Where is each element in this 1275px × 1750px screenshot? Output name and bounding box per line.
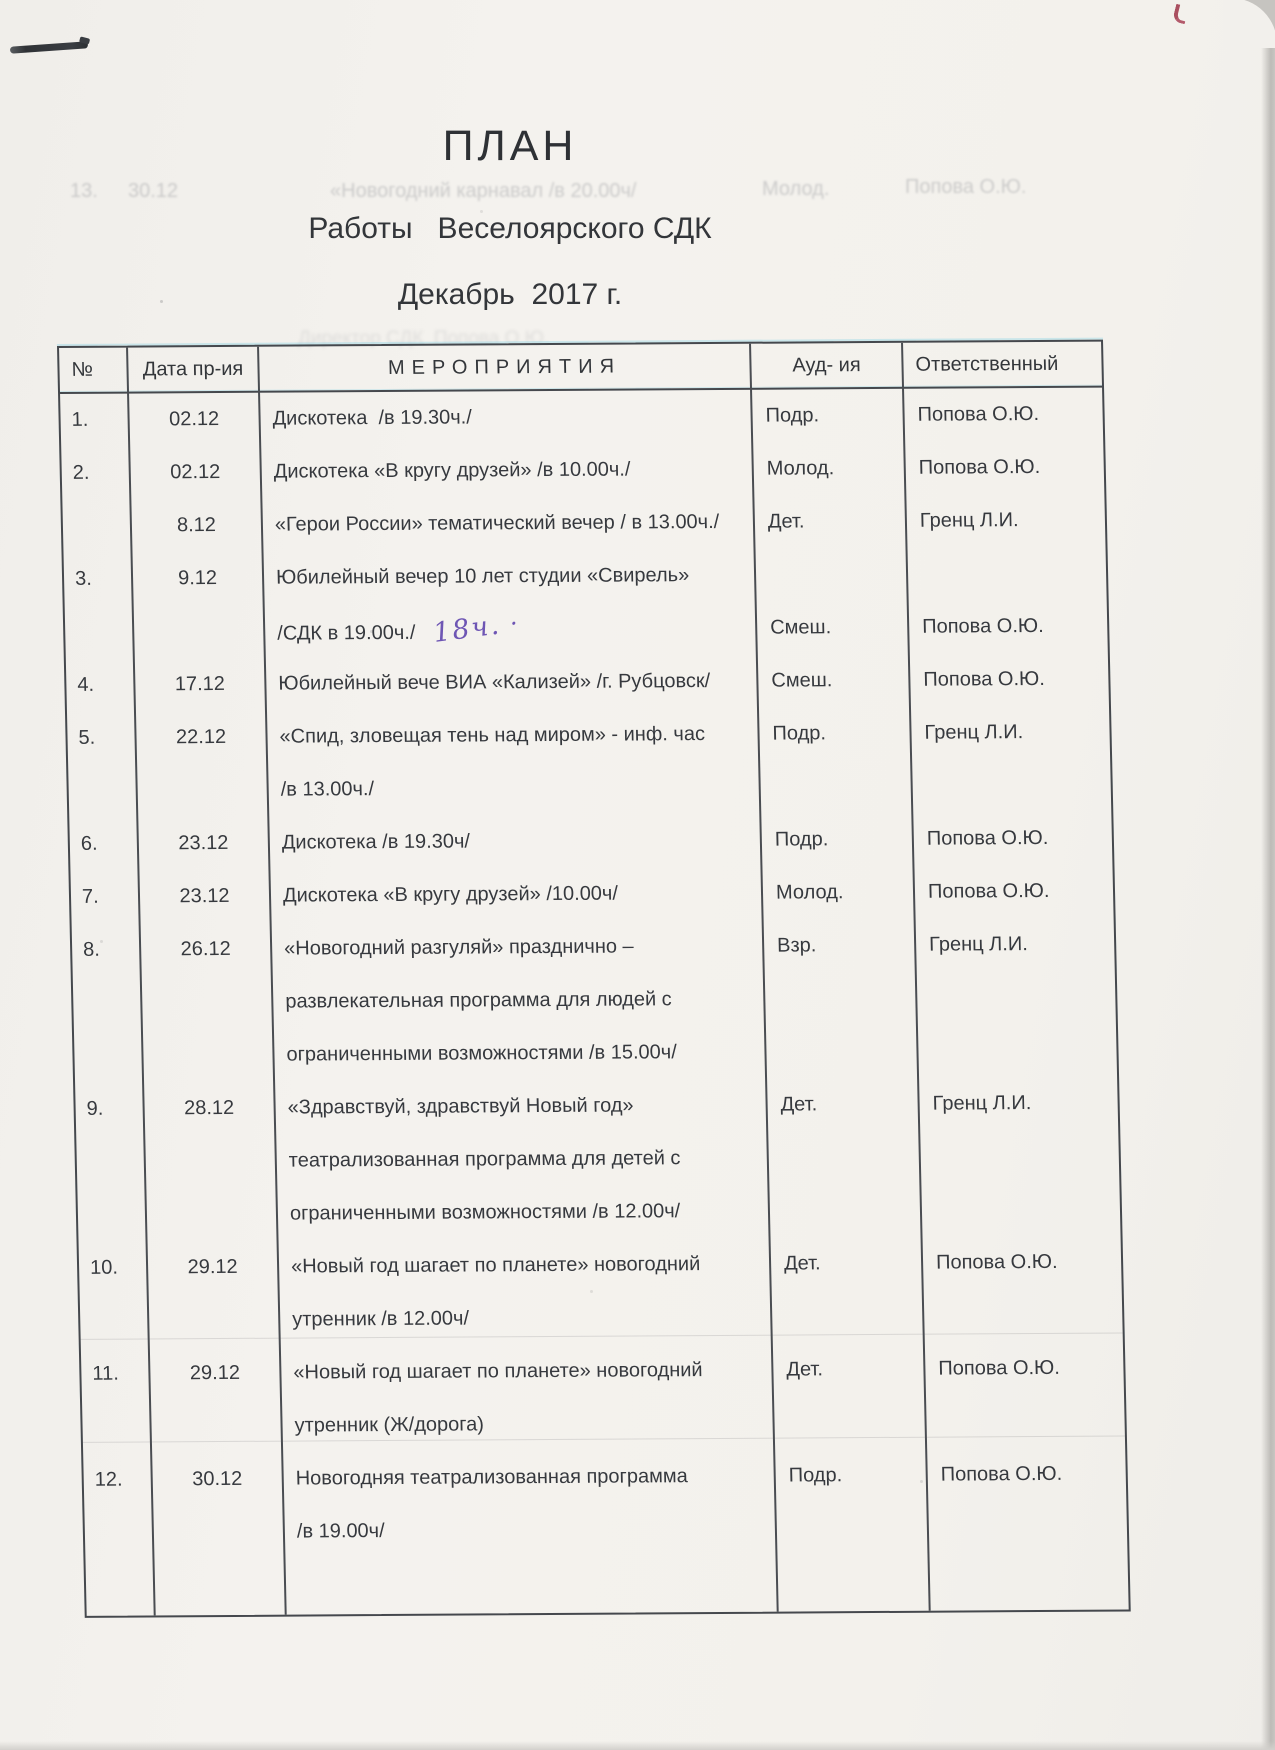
header-audience: Ауд- ия (792, 353, 861, 377)
row-event-text: Юбилейный вече ВИА «Кализей» /г. Рубцовск/ (278, 670, 711, 695)
table-row-4-line-2 (65, 600, 1108, 659)
row-audience (768, 1157, 920, 1158)
row-date: 23.12 (179, 884, 230, 908)
ghost-row-resp: Попова О.Ю. (905, 176, 1027, 198)
row-event-text: /в 13.00ч./ (280, 778, 375, 801)
table-row-8-line-1 (70, 865, 1113, 924)
handwritten-note: 18ч. · (431, 607, 522, 649)
row-audience: Дет. (767, 510, 805, 533)
table-row-10-line-1 (75, 1077, 1118, 1136)
row-audience (769, 1210, 921, 1211)
row-date: 22.12 (175, 725, 227, 749)
row-event-text: ограниченными возможностями /в 12.00ч/ (289, 1200, 681, 1225)
row-date: 29.12 (187, 1255, 238, 1279)
ghost-row-event: «Новогодний карнавал /в 20.00ч/ (330, 180, 637, 202)
row-number: 4. (77, 673, 95, 696)
row-responsible (907, 573, 1106, 574)
ghost-smudge: Директор СДК Попова О.Ю. (298, 328, 550, 349)
row-audience (776, 1528, 928, 1529)
row-audience: Подр. (788, 1464, 843, 1487)
row-number: 8. (82, 938, 101, 961)
table-row-5-line-1 (66, 653, 1109, 712)
row-audience: Смеш. (771, 669, 833, 692)
row-number: 1. (71, 408, 89, 431)
table-row-9-line-1 (72, 918, 1115, 977)
row-responsible: Гренц Л.И. (928, 933, 1029, 956)
row-date: 8.12 (176, 514, 217, 537)
row-event-text: Дискотека «В кругу друзей» /в 10.00ч./ (273, 458, 631, 483)
table-row-13-line-2 (84, 1500, 1127, 1559)
header-events: МЕРОПРИЯТИЯ (387, 355, 622, 379)
row-responsible (921, 1209, 1120, 1210)
table-row-1-line-1 (60, 388, 1103, 447)
row-number: 3. (74, 567, 93, 590)
row-audience (755, 574, 907, 575)
row-date (148, 1320, 279, 1321)
row-audience: Дет. (786, 1358, 824, 1381)
table-row-10-line-2 (76, 1130, 1119, 1189)
row-audience: Подр. (774, 828, 829, 851)
row-responsible: Попова О.Ю. (927, 879, 1050, 903)
row-date (146, 1214, 277, 1215)
row-date: 29.12 (189, 1361, 241, 1385)
table-row-2-line-1 (61, 441, 1104, 500)
row-event-text: развлекательная программа для людей с (285, 988, 672, 1013)
row-number: 12. (94, 1468, 123, 1491)
table-row-11-line-2 (80, 1289, 1123, 1348)
row-date: 02.12 (168, 408, 220, 431)
document-title: ПЛАН (442, 122, 578, 170)
row-audience: Смеш. (769, 616, 832, 639)
header-responsible: Ответственный (915, 352, 1059, 376)
row-number: 5. (78, 726, 96, 749)
row-event-text: утренник /в 12.00ч/ (292, 1307, 470, 1331)
row-event-text: Дискотека /в 19.30ч/ (281, 830, 471, 854)
row-event-text: «Спид, зловещая тень над миром» - инф. час (279, 723, 706, 748)
table-row-9-line-3 (74, 1024, 1117, 1083)
row-audience: Дет. (783, 1252, 821, 1275)
page-bottom-edge (0, 1741, 1275, 1750)
table-row-4-line-1 (64, 547, 1107, 606)
row-responsible: Гренц Л.И. (932, 1092, 1032, 1115)
table-row-3-line-1 (62, 494, 1105, 553)
row-number: 9. (86, 1097, 104, 1120)
row-audience: Подр. (765, 404, 820, 427)
row-responsible (916, 997, 1115, 998)
row-audience (764, 998, 916, 999)
row-responsible: Попова О.Ю. (935, 1250, 1058, 1274)
row-responsible (928, 1527, 1127, 1528)
table-row-12-line-1 (81, 1342, 1124, 1401)
row-event-text: /СДК в 19.00ч./ 18ч. · (264, 613, 757, 647)
row-responsible: Попова О.Ю. (938, 1356, 1061, 1380)
row-date (143, 1055, 274, 1056)
row-audience (760, 786, 912, 787)
document-subtitle: Работы Веселоярского СДК (308, 212, 712, 245)
row-event-text: ограниченными возможностями /в 15.00ч/ (286, 1041, 677, 1066)
table-row-11-line-1 (79, 1236, 1122, 1295)
row-number: 2. (72, 461, 90, 484)
row-date (145, 1161, 276, 1162)
row-event-text: «Новый год шагает по планете» новогодний (290, 1253, 701, 1278)
row-date: 23.12 (178, 831, 229, 855)
table-header-row (59, 342, 1102, 394)
table-row-6-line-1 (67, 706, 1110, 765)
row-event-text: «Новый год шагает по планете» новогодний (293, 1359, 703, 1384)
row-date: 17.12 (174, 672, 226, 696)
row-audience: Дет. (780, 1093, 818, 1116)
table-row-6-line-2 (68, 759, 1111, 818)
row-event-text: Дискотека «В кругу друзей» /10.00ч/ (282, 882, 619, 907)
row-responsible: Гренц Л.И. (924, 721, 1024, 744)
header-date: Дата пр-ия (142, 357, 244, 380)
row-audience: Взр. (776, 934, 817, 957)
row-event-text: Новогодняя театрализованная программа (295, 1465, 688, 1490)
row-number: 11. (92, 1362, 119, 1385)
row-event-text: «Новогодний разгуляй» празднично – (283, 935, 634, 960)
row-audience (765, 1051, 917, 1052)
row-date: 30.12 (191, 1467, 243, 1491)
document-period: Декабрь 2017 г. (397, 278, 623, 311)
schedule-table (57, 340, 1131, 1618)
row-responsible: Гренц Л.И. (919, 509, 1019, 532)
row-date: 9.12 (177, 567, 218, 590)
row-event-text: Юбилейный вечер 10 лет студии «Свирель» (275, 564, 690, 589)
row-audience: Подр. (772, 722, 827, 745)
table-row-7-line-1 (69, 812, 1112, 871)
row-date (137, 790, 268, 791)
row-event-text: «Герои России» тематический вечер / в 13.00ч./ (274, 510, 720, 536)
table-row-12-line-2 (82, 1395, 1125, 1454)
row-event-text: Дискотека /в 19.30ч./ (272, 406, 473, 430)
red-ink-mark (1172, 4, 1189, 25)
row-responsible (926, 1421, 1125, 1422)
table-row-13-line-1 (83, 1447, 1126, 1506)
row-date (133, 631, 264, 632)
row-responsible (917, 1050, 1116, 1051)
row-event-text: театрализованная программа для детей с (288, 1147, 681, 1172)
row-responsible (923, 1315, 1122, 1316)
row-date (153, 1532, 284, 1533)
table-row-10-line-3 (77, 1183, 1120, 1242)
header-number: № (71, 358, 94, 381)
row-audience: Молод. (766, 457, 835, 480)
row-date: 26.12 (180, 937, 231, 961)
row-date: 28.12 (183, 1096, 235, 1120)
ghost-row-aud: Молод. (762, 178, 830, 200)
row-number: 7. (81, 885, 99, 908)
row-number: 10. (89, 1256, 119, 1279)
row-responsible: Попова О.Ю. (921, 614, 1044, 638)
row-responsible (920, 1156, 1119, 1157)
row-audience (771, 1316, 923, 1317)
row-responsible: Попова О.Ю. (918, 455, 1041, 479)
row-responsible (912, 785, 1111, 786)
table-row-9-line-2 (73, 971, 1116, 1030)
row-event-text: утренник (Ж/дорога) (294, 1413, 485, 1437)
row-responsible: Попова О.Ю. (917, 403, 1040, 426)
row-audience (774, 1422, 926, 1423)
row-number: 6. (80, 832, 98, 855)
row-audience: Молод. (775, 881, 844, 904)
table-body (60, 388, 1127, 1560)
page-corner-top-right (1223, 0, 1275, 48)
row-event-text: /в 19.00ч/ (296, 1520, 385, 1543)
ghost-row-number: 13. (70, 180, 98, 202)
ghost-row-date: 30.12 (128, 180, 179, 202)
row-event-text: «Здравствуй, здравствуй Новый год» (287, 1094, 634, 1119)
row-responsible: Попова О.Ю. (926, 826, 1049, 850)
row-responsible: Попова О.Ю. (923, 667, 1046, 691)
scan-streak-artifact (10, 41, 88, 53)
row-date: 02.12 (169, 461, 221, 484)
row-date (141, 1002, 272, 1003)
row-date (151, 1426, 282, 1427)
page-right-edge (1261, 0, 1275, 1750)
row-responsible: Попова О.Ю. (940, 1462, 1063, 1486)
